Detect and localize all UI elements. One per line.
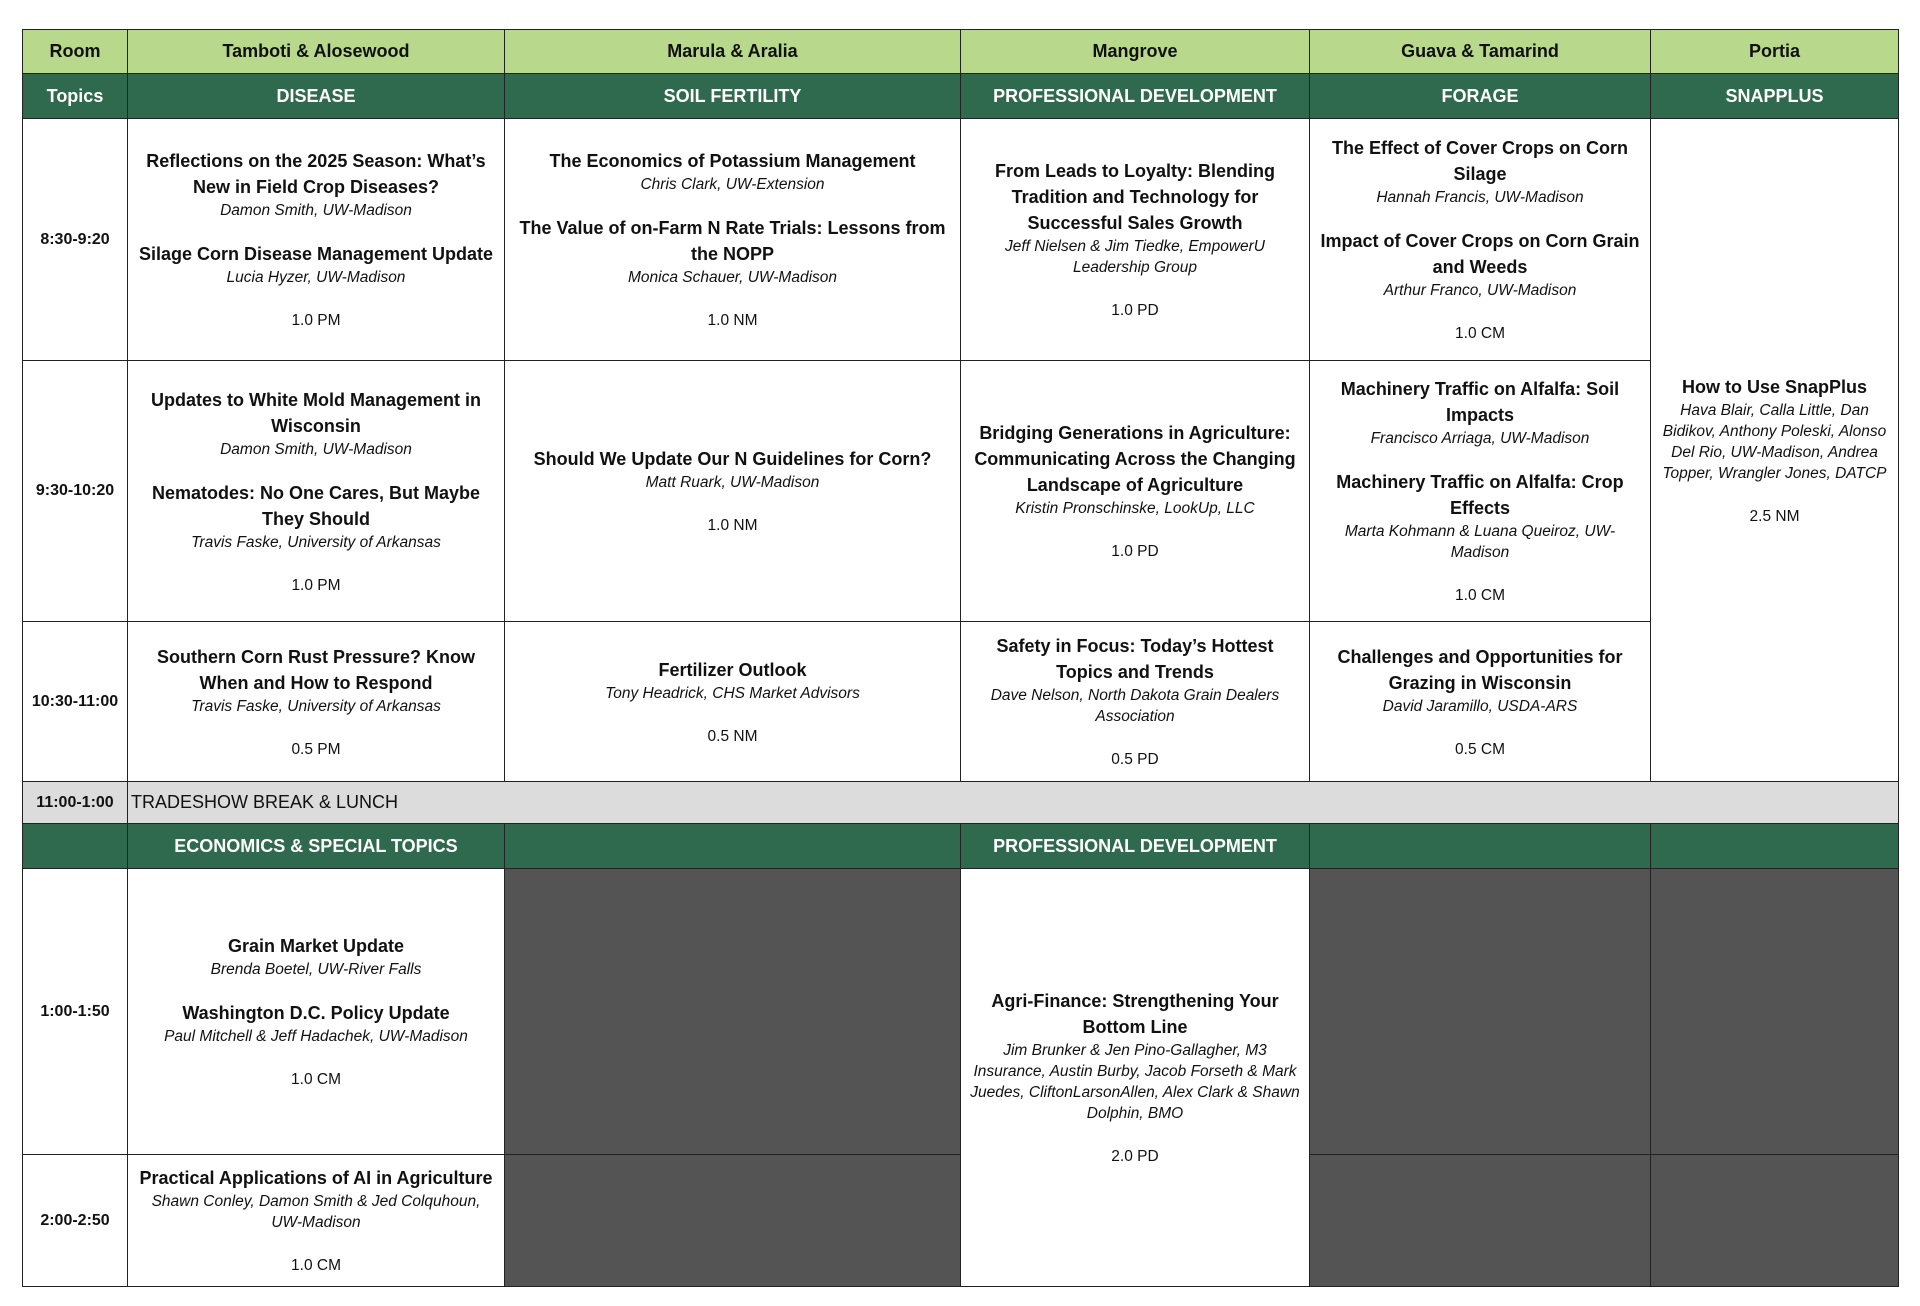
- session-cell-soil-3: [505, 622, 961, 782]
- session-speaker: Brenda Boetel, UW-River Falls: [210, 961, 422, 978]
- break-label: TRADESHOW BREAK & LUNCH: [131, 792, 399, 812]
- break-row: [128, 782, 1899, 824]
- credit-hours: 1.0 CM: [1455, 587, 1505, 604]
- session-speaker: Marta Kohmann & Luana Queiroz, UW-Madison: [1344, 523, 1616, 561]
- session-speaker: David Jaramillo, USDA-ARS: [1382, 697, 1578, 715]
- session-speaker: Matt Ruark, UW-Madison: [645, 474, 820, 491]
- session-title: Silage Corn Disease Management Update: [138, 244, 494, 264]
- session-speaker: Arthur Franco, UW-Madison: [1383, 282, 1577, 299]
- unused-cell: [505, 1155, 961, 1287]
- session-title: Washington D.C. Policy Update: [182, 1003, 450, 1023]
- session-title: From Leads to Loyalty: Blending Tradition and Technology for Successful Sales Growth: [994, 161, 1276, 233]
- credit-hours: 1.0 NM: [707, 312, 758, 329]
- topic-snapplus: SNAPPLUS: [1651, 74, 1899, 119]
- session-title: Impact of Cover Crops on Corn Grain and Weeds: [1320, 231, 1640, 277]
- credit-hours: 0.5 PM: [291, 740, 341, 758]
- session-cell-forage-2: [1310, 361, 1651, 622]
- room-portia: Portia: [1651, 29, 1899, 74]
- session-title: Fertilizer Outlook: [658, 659, 807, 680]
- session-cell-profdev-1: [961, 119, 1310, 361]
- time-slot: 2:00-2:50: [22, 1155, 128, 1287]
- session-speaker: Shawn Conley, Damon Smith & Jed Colquhoun, UW-Madison: [151, 1193, 481, 1231]
- topic-forage: FORAGE: [1310, 74, 1651, 119]
- session-cell-disease-1: [128, 119, 505, 361]
- session-title: Practical Applications of AI in Agriculture: [139, 1168, 493, 1188]
- session-speaker: Hannah Francis, UW-Madison: [1376, 189, 1584, 206]
- unused-cell: [1651, 1155, 1899, 1287]
- topic-blank-5: [1651, 824, 1899, 869]
- time-slot: 1:00-1:50: [22, 869, 128, 1155]
- credit-hours: 0.5 PD: [1111, 751, 1159, 768]
- session-cell-forage-3: [1310, 622, 1651, 782]
- session-title: Agri-Finance: Strengthening Your Bottom Line: [991, 991, 1279, 1037]
- topic-blank-4: [1310, 824, 1651, 869]
- session-title: Challenges and Opportunities for Grazing in Wisconsin: [1337, 646, 1623, 693]
- session-speaker: Travis Faske, University of Arkansas: [191, 697, 441, 715]
- credit-hours: 2.5 NM: [1749, 507, 1800, 525]
- session-speaker: Monica Schauer, UW-Madison: [627, 269, 838, 286]
- credit-hours: 1.0 PM: [291, 576, 341, 594]
- topics-header-label: Topics: [22, 74, 128, 119]
- session-title: Reflections on the 2025 Season: What’s New in Field Crop Diseases?: [146, 151, 486, 197]
- topic-blank-2: [505, 824, 961, 869]
- session-speaker: Damon Smith, UW-Madison: [220, 202, 412, 219]
- session-cell-profdev-pm: [961, 869, 1310, 1287]
- credit-hours: 0.5 CM: [1455, 740, 1505, 758]
- credit-hours: 1.0 PM: [291, 312, 341, 329]
- time-slot: 10:30-11:00: [22, 622, 128, 782]
- session-speaker: Paul Mitchell & Jeff Hadachek, UW-Madison: [164, 1028, 468, 1045]
- session-title: The Economics of Potassium Management: [549, 151, 916, 171]
- room-marula-aralia: Marula & Aralia: [505, 29, 961, 74]
- session-cell-forage-1: [1310, 119, 1651, 361]
- room-header-label: Room: [22, 29, 128, 74]
- session-cell-profdev-3: [961, 622, 1310, 782]
- session-cell-economics-2: [128, 1155, 505, 1287]
- session-cell-disease-3: [128, 622, 505, 782]
- topic-disease: DISEASE: [128, 74, 505, 119]
- unused-cell: [1310, 869, 1651, 1155]
- session-speaker: Kristin Pronschinske, LookUp, LLC: [1015, 500, 1255, 517]
- session-title: Machinery Traffic on Alfalfa: Crop Effects: [1336, 472, 1624, 518]
- unused-cell: [1651, 869, 1899, 1155]
- session-cell-soil-1: [505, 119, 961, 361]
- time-slot: 9:30-10:20: [22, 361, 128, 622]
- session-speaker: Lucia Hyzer, UW-Madison: [226, 269, 406, 286]
- topic-professional-development: PROFESSIONAL DEVELOPMENT: [961, 74, 1310, 119]
- session-cell-disease-2: [128, 361, 505, 622]
- unused-cell: [1310, 1155, 1651, 1287]
- session-title: Nematodes: No One Cares, But Maybe They Should: [151, 482, 481, 529]
- credit-hours: 1.0 CM: [291, 1257, 341, 1274]
- session-title: Updates to White Mold Management in Wisconsin: [150, 389, 481, 436]
- session-speaker: Dave Nelson, North Dakota Grain Dealers Association: [990, 687, 1280, 725]
- session-speaker: Hava Blair, Calla Little, Dan Bidikov, Anthony Poleski, Alonso Del Rio, UW-Madison, Andrea Topper, Wrangler Jones, DATCP: [1662, 401, 1887, 482]
- session-speaker: Travis Faske, University of Arkansas: [191, 533, 441, 551]
- session-title: The Effect of Cover Crops on Corn Silage: [1331, 138, 1628, 184]
- credit-hours: 1.0 PD: [1111, 543, 1159, 560]
- room-mangrove: Mangrove: [961, 29, 1310, 74]
- session-title: Grain Market Update: [227, 936, 405, 956]
- session-speaker: Chris Clark, UW-Extension: [640, 176, 825, 193]
- session-speaker: Tony Headrick, CHS Market Advisors: [605, 684, 860, 702]
- session-title: How to Use SnapPlus: [1681, 376, 1868, 397]
- session-speaker: Jim Brunker & Jen Pino-Gallagher, M3 Insurance, Austin Burby, Jacob Forseth & Mark Juedes, CliftonLarsonAllen, Alex Clark & Shawn Dolphin, BMO: [970, 1042, 1300, 1122]
- session-speaker: Damon Smith, UW-Madison: [220, 440, 412, 458]
- session-title: Safety in Focus: Today’s Hottest Topics and Trends: [996, 636, 1274, 682]
- time-slot: 8:30-9:20: [22, 119, 128, 361]
- session-cell-snapplus: [1651, 119, 1899, 782]
- topic-soil-fertility: SOIL FERTILITY: [505, 74, 961, 119]
- schedule-table: [22, 29, 1899, 1287]
- session-title: Should We Update Our N Guidelines for Corn?: [533, 449, 932, 469]
- session-speaker: Jeff Nielsen & Jim Tiedke, EmpowerU Leadership Group: [1004, 238, 1265, 276]
- session-cell-economics-1: [128, 869, 505, 1155]
- unused-cell: [505, 869, 961, 1155]
- session-title: Southern Corn Rust Pressure? Know When and How to Respond: [156, 646, 476, 693]
- topic-economics-special: ECONOMICS & SPECIAL TOPICS: [128, 824, 505, 869]
- session-title: Bridging Generations in Agriculture: Communicating Across the Changing Landscape of Agriculture: [974, 423, 1296, 495]
- credit-hours: 1.0 NM: [707, 517, 758, 534]
- room-guava-tamarind: Guava & Tamarind: [1310, 29, 1651, 74]
- session-cell-soil-2: [505, 361, 961, 622]
- topic-professional-development-pm: PROFESSIONAL DEVELOPMENT: [961, 824, 1310, 869]
- session-title: Machinery Traffic on Alfalfa: Soil Impacts: [1340, 379, 1620, 425]
- credit-hours: 2.0 PD: [1111, 1148, 1159, 1165]
- session-speaker: Francisco Arriaga, UW-Madison: [1370, 430, 1590, 447]
- session-cell-profdev-2: [961, 361, 1310, 622]
- afternoon-topics-blank: [22, 824, 128, 869]
- time-slot: 11:00-1:00: [22, 782, 128, 824]
- credit-hours: 0.5 NM: [707, 727, 758, 745]
- credit-hours: 1.0 CM: [1455, 325, 1505, 342]
- session-title: The Value of on-Farm N Rate Trials: Lessons from the NOPP: [519, 218, 946, 264]
- room-tamboti-alosewood: Tamboti & Alosewood: [128, 29, 505, 74]
- credit-hours: 1.0 CM: [291, 1071, 341, 1088]
- credit-hours: 1.0 PD: [1111, 302, 1159, 319]
